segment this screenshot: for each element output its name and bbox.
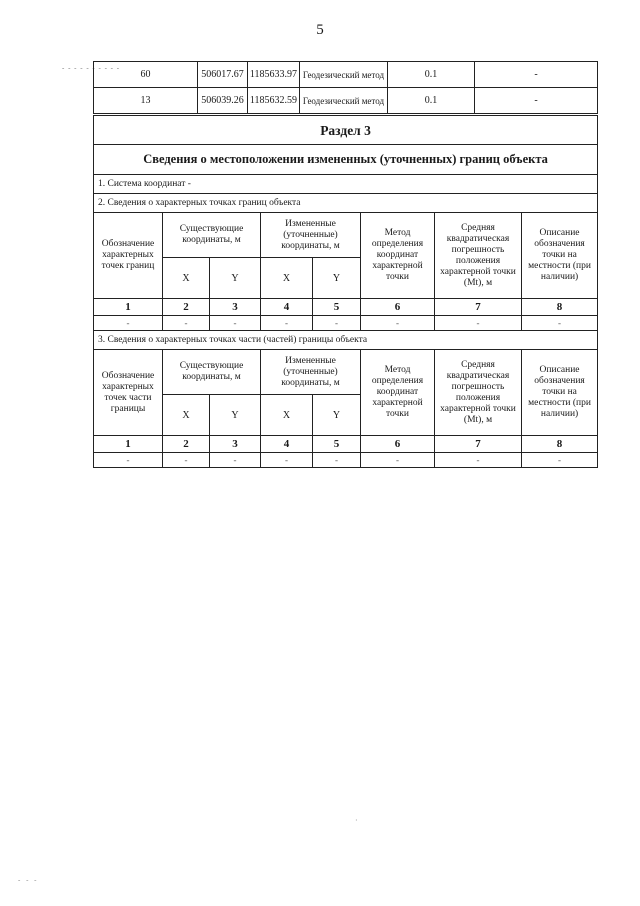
empty-cell: - xyxy=(361,453,435,468)
col-method: Метод определения координат характерной точки xyxy=(361,213,435,299)
empty-cell: - xyxy=(94,453,163,468)
col-changed-coords: Измененные (уточненные) координаты, м xyxy=(261,350,361,395)
col-number: 4 xyxy=(261,436,313,453)
section-3-table xyxy=(93,115,598,468)
col-x: X xyxy=(163,258,210,299)
point-id: 13 xyxy=(94,88,198,114)
block2-label: 2. Сведения о характерных точках границ объекта xyxy=(94,194,598,213)
empty-cell: - xyxy=(313,453,361,468)
table-row xyxy=(94,88,598,114)
col-number: 7 xyxy=(435,299,522,316)
col-x: X xyxy=(163,395,210,436)
col-point-label: Обозначение характерных точек границ xyxy=(94,213,163,299)
col-number: 2 xyxy=(163,436,210,453)
col-number: 3 xyxy=(210,436,261,453)
method: Геодезический метод xyxy=(300,62,388,88)
scan-mark-dot: · xyxy=(355,816,358,825)
col-number: 7 xyxy=(435,436,522,453)
col-description: Описание обозначения точки на местности (при наличии) xyxy=(522,213,598,299)
section-subtitle: Сведения о местоположении измененных (уточненных) границ объекта xyxy=(94,145,598,175)
col-number: 5 xyxy=(313,299,361,316)
block3-label: 3. Сведения о характерных точках части (частей) границы объекта xyxy=(94,331,598,350)
description: - xyxy=(475,88,598,114)
empty-cell: - xyxy=(163,316,210,331)
point-id: 60 xyxy=(94,62,198,88)
table-row xyxy=(94,316,598,331)
col-precision: Средняя квадратическая погрешность положения характерной точки (Mt), м xyxy=(435,350,522,436)
empty-cell: - xyxy=(522,316,598,331)
col-existing-coords: Существующие координаты, м xyxy=(163,350,261,395)
col-number: 4 xyxy=(261,299,313,316)
page-number: 5 xyxy=(316,22,324,38)
empty-cell: - xyxy=(261,316,313,331)
description: - xyxy=(475,62,598,88)
empty-cell: - xyxy=(210,316,261,331)
empty-cell: - xyxy=(261,453,313,468)
table-row xyxy=(94,62,598,88)
col-number: 2 xyxy=(163,299,210,316)
col-number: 3 xyxy=(210,299,261,316)
col-number: 6 xyxy=(361,299,435,316)
boundary-points-table-continued xyxy=(93,61,598,114)
scan-mark-bottom: - - - xyxy=(18,876,39,884)
col-description: Описание обозначения точки на местности (при наличии) xyxy=(522,350,598,436)
x-coordinate: 506017.67 xyxy=(198,62,248,88)
col-number: 6 xyxy=(361,436,435,453)
col-x: X xyxy=(261,395,313,436)
empty-cell: - xyxy=(522,453,598,468)
empty-cell: - xyxy=(163,453,210,468)
table-row xyxy=(94,453,598,468)
column-numbers-row xyxy=(94,436,598,453)
col-y: Y xyxy=(210,258,261,299)
col-method: Метод определения координат характерной точки xyxy=(361,350,435,436)
empty-cell: - xyxy=(435,453,522,468)
empty-cell: - xyxy=(361,316,435,331)
empty-cell: - xyxy=(435,316,522,331)
col-y: Y xyxy=(210,395,261,436)
y-coordinate: 1185632.59 xyxy=(248,88,300,114)
method: Геодезический метод xyxy=(300,88,388,114)
col-number: 8 xyxy=(522,436,598,453)
col-precision: Средняя квадратическая погрешность положения характерной точки (Mt), м xyxy=(435,213,522,299)
coordinate-system: 1. Система координат - xyxy=(94,175,598,194)
col-existing-coords: Существующие координаты, м xyxy=(163,213,261,258)
col-number: 5 xyxy=(313,436,361,453)
scan-mark-top: - - - - - - - - - - xyxy=(62,64,121,72)
col-x: X xyxy=(261,258,313,299)
col-number: 1 xyxy=(94,299,163,316)
precision: 0.1 xyxy=(388,62,475,88)
empty-cell: - xyxy=(94,316,163,331)
empty-cell: - xyxy=(210,453,261,468)
y-coordinate: 1185633.97 xyxy=(248,62,300,88)
x-coordinate: 506039.26 xyxy=(198,88,248,114)
section-title: Раздел 3 xyxy=(94,116,598,145)
column-numbers-row xyxy=(94,299,598,316)
col-y: Y xyxy=(313,258,361,299)
precision: 0.1 xyxy=(388,88,475,114)
col-number: 1 xyxy=(94,436,163,453)
empty-cell: - xyxy=(313,316,361,331)
col-point-label: Обозначение характерных точек части границы xyxy=(94,350,163,436)
col-changed-coords: Измененные (уточненные) координаты, м xyxy=(261,213,361,258)
col-number: 8 xyxy=(522,299,598,316)
col-y: Y xyxy=(313,395,361,436)
